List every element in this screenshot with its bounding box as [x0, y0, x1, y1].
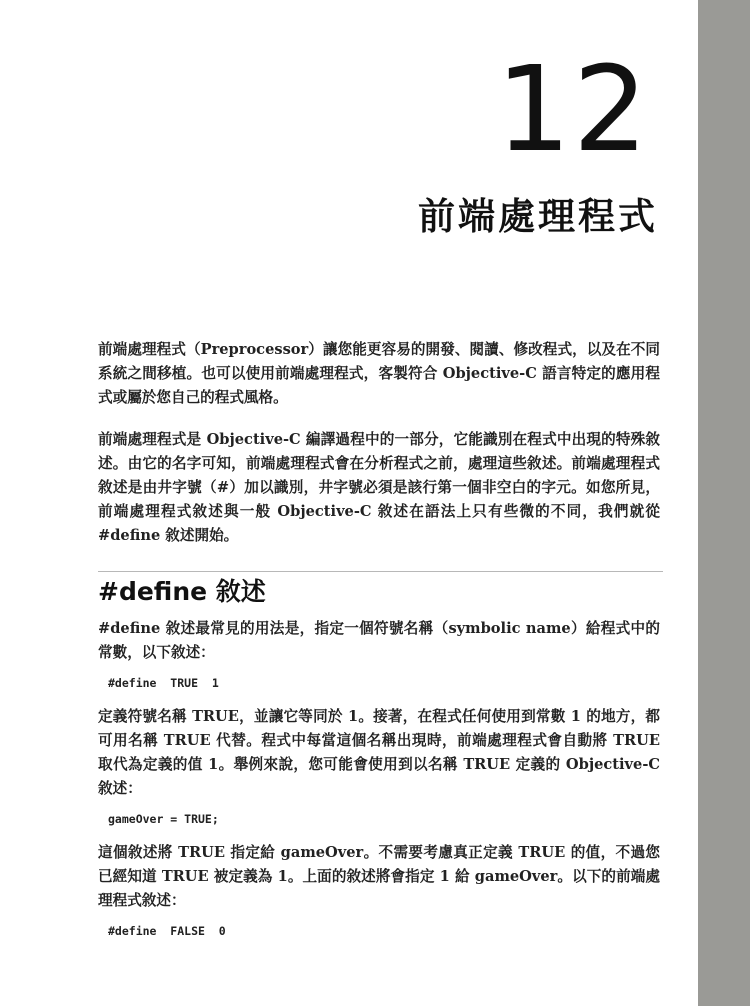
- section-paragraph-2: 定義符號名稱 TRUE，並讓它等同於 1。接著，在程式任何使用到常數 1 的地方，都可用名稱 TRUE 代替。程式中每當這個名稱出現時，前端處理程式會自動將 TRUE 取代為定義的值 1。舉例來說，您可能會使用到以名稱 TRUE 定義的 Objective-C 敘述：: [98, 708, 660, 797]
- code-sample-2: gameOver = TRUE;: [108, 812, 219, 826]
- code-sample-3: #define FALSE 0: [108, 924, 226, 938]
- section-body: [98, 617, 660, 953]
- intro-paragraph-2: 前端處理程式是 Objective-C 編譯過程中的一部分，它能識別在程式中出現的特殊敘述。由它的名字可知，前端處理程式會在分析程式之前，處理這些敘述。前端處理程式敘述是由井字號（#）加以識別，井字號必須是該行第一個非空白的字元。如您所見，前端處理程式敘述與一般 Objective-C 敘述在語法上只有些微的不同，我們就從 #define 敘述開始。: [98, 431, 660, 544]
- section-paragraph-1: #define 敘述最常見的用法是，指定一個符號名稱（symbolic name）給程式中的常數，以下敘述：: [98, 620, 660, 661]
- page-side-bar: [698, 0, 750, 1006]
- section-paragraph-3: 這個敘述將 TRUE 指定給 gameOver。不需要考慮真正定義 TRUE 的值，不過您已經知道 TRUE 被定義為 1。上面的敘述將會指定 1 給 gameOver。以下的前端處理程式敘述：: [98, 844, 660, 909]
- code-sample-1: #define TRUE 1: [108, 676, 219, 690]
- intro-paragraph-1: 前端處理程式（Preprocessor）讓您能更容易的開發、閱讀、修改程式，以及在不同系統之間移植。也可以使用前端處理程式，客製符合 Objective-C 語言特定的應用程式或屬於您自己的程式風格。: [98, 341, 660, 406]
- section-heading: #define 敘述: [98, 577, 266, 606]
- intro-content: [98, 338, 660, 566]
- chapter-number: 12: [495, 40, 650, 178]
- chapter-title: 前端處理程式: [418, 195, 658, 238]
